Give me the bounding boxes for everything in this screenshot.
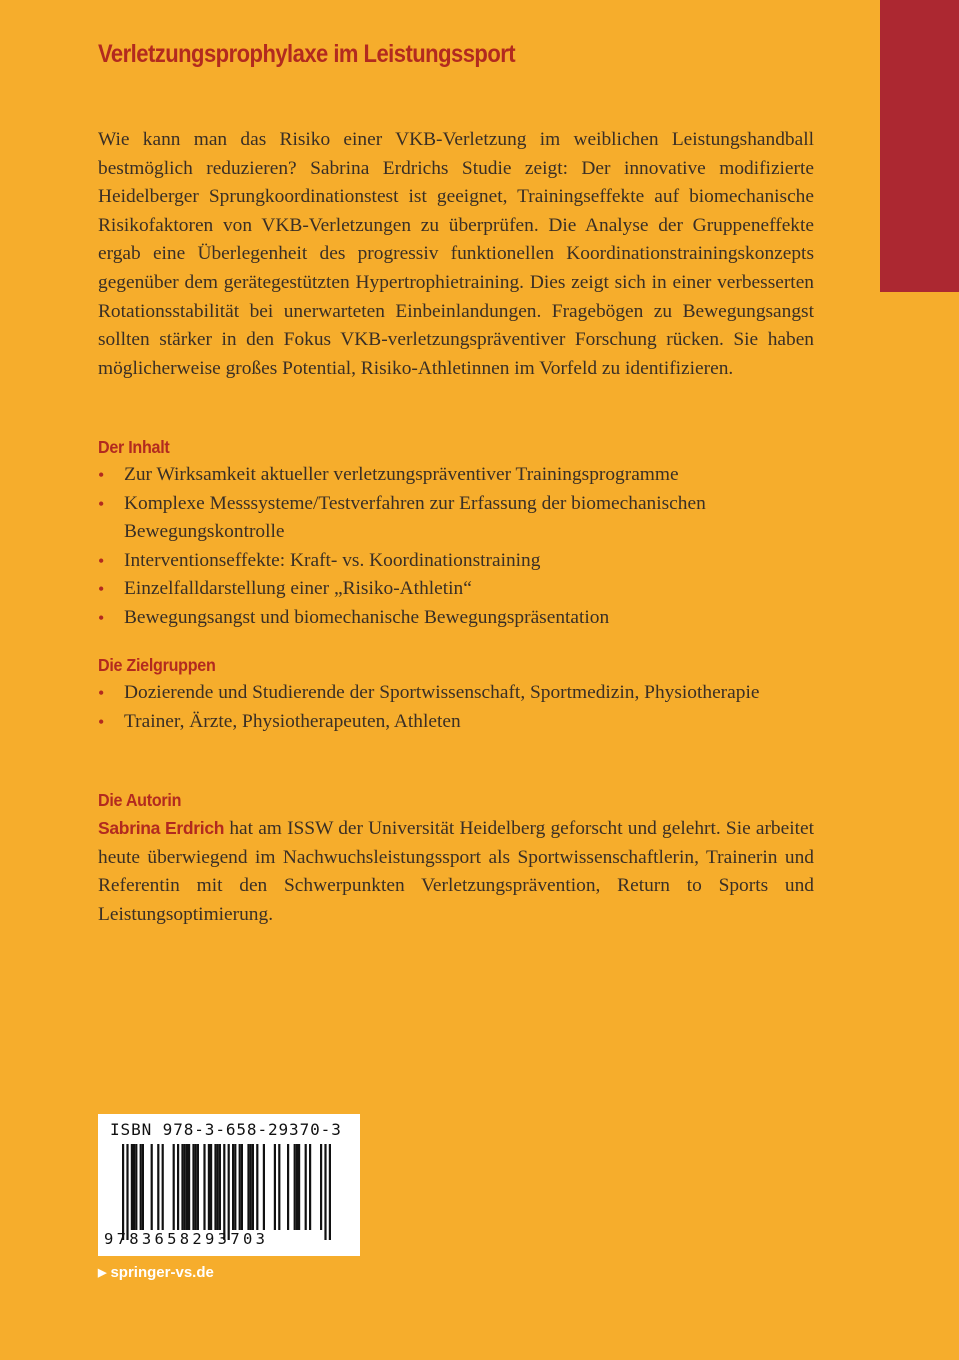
barcode-bar xyxy=(239,1144,241,1230)
barcode-bar xyxy=(250,1144,252,1230)
barcode-bar xyxy=(192,1144,194,1230)
barcode-bar xyxy=(217,1144,219,1230)
bullet-icon: • xyxy=(98,683,105,703)
barcode-bar xyxy=(294,1144,296,1230)
barcode-bar xyxy=(232,1144,234,1230)
isbn-barcode xyxy=(98,1114,360,1256)
barcode-bar xyxy=(126,1144,128,1240)
publisher-url: springer-vs.de xyxy=(110,1264,214,1281)
target-groups-list xyxy=(98,679,828,736)
bullet-icon: • xyxy=(98,550,105,571)
bullet-icon: • xyxy=(98,465,105,485)
author-name: Sabrina Erdrich xyxy=(98,818,225,838)
barcode-bar xyxy=(162,1144,164,1230)
barcode-bar xyxy=(135,1144,137,1230)
barcode-bar xyxy=(274,1144,276,1230)
barcode-bar xyxy=(173,1144,175,1230)
barcode-bar xyxy=(195,1144,197,1230)
list-item: • Bewegungsangst und biomechanische Bewegungspräsentation xyxy=(98,604,828,633)
barcode-bar xyxy=(223,1144,225,1240)
barcode-bar xyxy=(329,1144,331,1240)
barcode-bar xyxy=(151,1144,153,1230)
list-item: • Interventionseffekte: Kraft- vs. Koordinationstraining xyxy=(98,547,828,576)
contents-heading: Der Inhalt xyxy=(98,437,170,457)
barcode-bar xyxy=(197,1144,199,1230)
barcode-bar xyxy=(252,1144,254,1230)
ean-digits: 9783658293703 xyxy=(104,1230,269,1248)
barcode-bar xyxy=(219,1144,221,1230)
barcode-bar xyxy=(309,1144,311,1230)
bullet-icon: • xyxy=(98,579,105,600)
barcode-bar xyxy=(140,1144,142,1230)
barcode-bar xyxy=(228,1144,230,1240)
author-paragraph xyxy=(98,814,814,929)
barcode-bar xyxy=(263,1144,265,1230)
barcode-bar xyxy=(256,1144,258,1230)
target-groups-heading: Die Zielgruppen xyxy=(98,655,216,675)
contents-list xyxy=(98,461,828,633)
barcode-bar xyxy=(324,1144,326,1240)
play-arrow-icon: ▶ xyxy=(98,1267,107,1279)
barcode-bar xyxy=(214,1144,216,1230)
bullet-icon: • xyxy=(98,711,105,732)
barcode-bar xyxy=(188,1144,190,1230)
list-item: • Einzelfalldarstellung einer „Risiko-Athletin“ xyxy=(98,575,828,604)
bullet-icon: • xyxy=(98,607,105,628)
barcode-bar xyxy=(142,1144,144,1230)
barcode-bar xyxy=(184,1144,186,1230)
list-item: • Trainer, Ärzte, Physiotherapeuten, Athleten xyxy=(98,708,828,737)
barcode-bar xyxy=(234,1144,236,1230)
book-title: Verletzungsprophylaxe im Leistungssport xyxy=(98,40,516,68)
barcode-bar xyxy=(210,1144,212,1230)
barcode-bar xyxy=(305,1144,307,1230)
barcode-bar xyxy=(203,1144,205,1230)
barcode-bar xyxy=(298,1144,300,1230)
isbn-label: ISBN 978-3-658-29370-3 xyxy=(110,1120,342,1139)
barcode-bar xyxy=(320,1144,322,1230)
barcode-bar xyxy=(287,1144,289,1230)
author-bio: hat am ISSW der Universität Heidelberg geforscht und gelehrt. Sie arbeitet heute überwiegend im Nachwuchsleistungssport als Sportwissenschaftlerin, Trainerin und Referentin mit den Schwerpunkten Verletzungsprävention, Return to Sports und Leistungsoptimierung. xyxy=(98,818,814,925)
list-item: • Zur Wirksamkeit aktueller verletzungspräventiver Trainingsprogramme xyxy=(98,461,828,490)
barcode-bar xyxy=(241,1144,243,1230)
list-item: • Komplexe Messsysteme/Testverfahren zur Erfassung der biomechanischen Bewegungskontrolle xyxy=(98,490,828,547)
barcode-bar xyxy=(177,1144,179,1230)
barcode-bar xyxy=(131,1144,133,1230)
red-accent-band xyxy=(880,0,959,292)
barcode-bar xyxy=(278,1144,280,1230)
barcode-bar xyxy=(296,1144,298,1230)
barcode-bar xyxy=(133,1144,135,1230)
barcode-bar xyxy=(247,1144,249,1230)
publisher-link[interactable] xyxy=(98,1264,214,1281)
bullet-icon: • xyxy=(98,493,105,514)
barcode-bar xyxy=(157,1144,159,1230)
barcode-bar xyxy=(186,1144,188,1230)
list-item: • Dozierende und Studierende der Sportwissenschaft, Sportmedizin, Physiotherapie xyxy=(98,679,828,708)
barcode-bar xyxy=(122,1144,124,1240)
barcode-bar xyxy=(181,1144,183,1230)
author-heading: Die Autorin xyxy=(98,790,182,810)
barcode-bar xyxy=(208,1144,210,1230)
intro-paragraph: Wie kann man das Risiko einer VKB-Verletzung im weiblichen Leistungshandball bestmöglich reduzieren? Sabrina Erdrichs Studie zeigt: Der innovative modifizierte Heidelberger Sprungkoordinationstest ist geeignet, Trainingseffekte auf biomechanische Risikofaktoren von VKB-Verletzungen zu überprüfen. Die Analyse der Gruppeneffekte ergab eine Überlegenheit des progressiv funktionellen Koordinationstrainingskonzepts gegenüber dem gerätegestützten Hypertrophietraining. Dies zeigt sich in einer verbesserten Rotationsstabilität bei unerwarteten Einbeinlandungen. Fragebögen zu Bewegungsangst sollten stärker in den Fokus VKB-verletzungspräventiver Forschung rücken. Sie haben möglicherweise großes Potential, Risiko-Athletinnen im Vorfeld zu identifizieren. xyxy=(98,129,814,379)
